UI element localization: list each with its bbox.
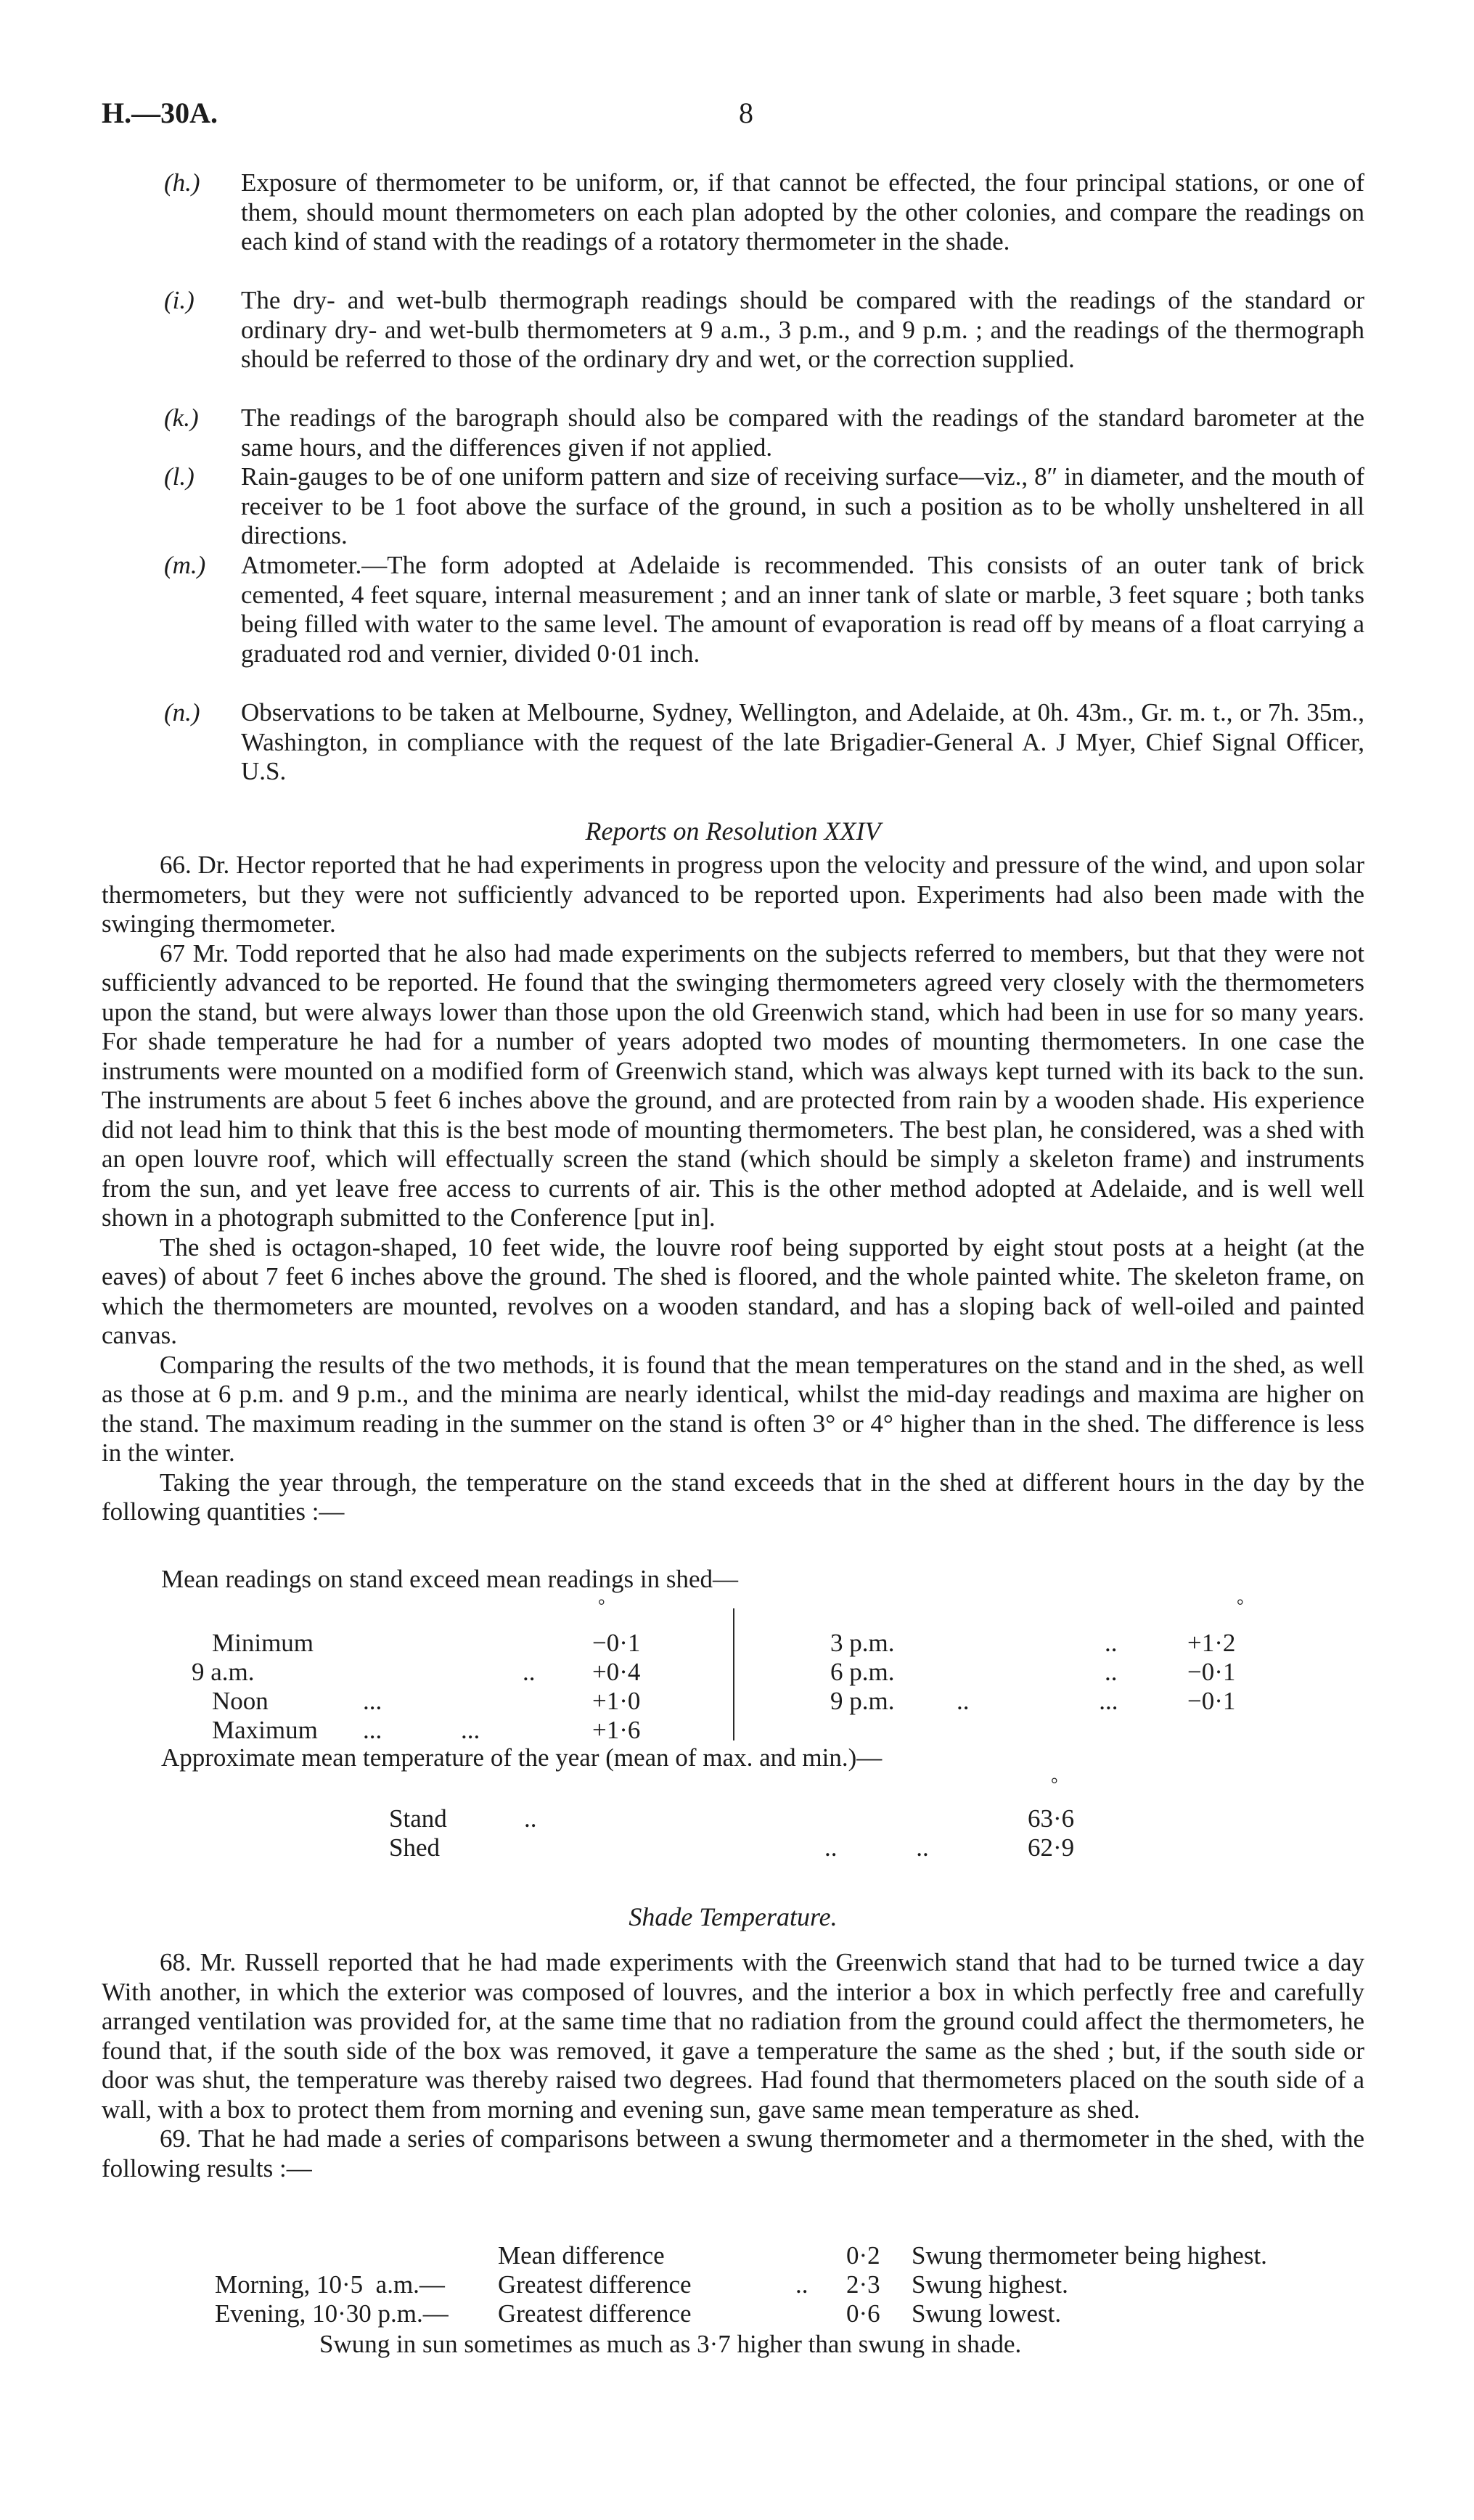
page-header [102, 96, 1364, 139]
row-label: Shed [389, 1833, 440, 1862]
section-body-resolution-xxiv [102, 851, 1364, 1527]
row-value: 62·9 [1028, 1833, 1075, 1862]
row-value: +1·0 [592, 1687, 641, 1715]
item-n [164, 698, 1364, 787]
row-value: 0·2 [846, 2241, 880, 2270]
row-dots: ... [363, 1687, 382, 1715]
row-dots: .. [523, 1658, 536, 1686]
table-divider [733, 1608, 734, 1740]
row-label: Minimum [212, 1629, 314, 1657]
degree-mark: ° [598, 1597, 605, 1616]
row-label: Greatest difference [498, 2299, 692, 2328]
item-label: (i.) [164, 286, 195, 314]
row-note: Swung highest. [912, 2270, 1068, 2299]
row-value: −0·1 [592, 1629, 641, 1657]
section-heading-shade-temperature: Shade Temperature. [629, 1902, 838, 1931]
item-text: Observations to be taken at Melbourne, Sydney, Wellington, and Adelaide, at 0h. 43m., Gr. m. t., or 7h. 35m., Washington, in compliance with the request of the late Brigadier-General A. J Myer, Chief Signal Officer, U.S. [241, 698, 1364, 785]
row-dots: .. [1105, 1658, 1118, 1686]
row-value: +1·2 [1187, 1629, 1236, 1657]
row-prefix: Evening, 10·30 p.m.— [215, 2299, 449, 2328]
paragraph-taking: Taking the year through, the temperature on the stand exceeds that in the shed at different hours in the day by the following quantities :— [102, 1468, 1364, 1526]
row-value: +1·6 [592, 1716, 641, 1744]
item-l [164, 462, 1364, 551]
item-text: Atmometer.—The form adopted at Adelaide is recommended. This consists of an outer tank of brick cemented, 4 feet square, internal measurement ; and an inner tank of slate or marble, 3 feet square ; both tanks being filled with water to the same level. The amount of evaporation is read off by means of a float carrying a graduated rod and vernier, divided 0·01 inch. [241, 551, 1364, 668]
row-prefix: Morning, 10·5 a.m.— [215, 2270, 445, 2299]
row-dots: .. ... [957, 1687, 1118, 1715]
row-label: 9 p.m. [830, 1687, 895, 1715]
row-label: Noon [212, 1687, 269, 1715]
row-value: 2·3 [846, 2270, 880, 2299]
row-label: 6 p.m. [830, 1658, 895, 1686]
resolution-items [164, 168, 1364, 787]
paragraph-67: 67 Mr. Todd reported that he also had made experiments on the subjects referred to members, but that they were not sufficiently advanced to be reported. He found that the swinging thermometers agreed very closely with the thermometers upon the stand, but were always lower than those upon the old Greenwich stand, which had been in use for so many years. For shade temperature he had for a number of years adopted two modes of mounting thermometers. In one case the instruments were mounted on a modified form of Greenwich stand, which was always kept turned with its back to the sun. The instruments are about 5 feet 6 inches above the ground, and are protected from rain by a wooden shade. His experience did not lead him to think that this is the best mode of mounting thermometers. The best plan, he considered, was a shed with an open louvre roof, which will effectually screen the stand (which should be simply a skeleton frame) and instruments from the sun, and yet leave free access to currents of air. This is the other method adopted at Adelaide, and is well well shown in a photograph submitted to the Conference [put in]. [102, 938, 1364, 1232]
item-text: Rain-gauges to be of one uniform pattern and size of receiving surface—viz., 8″ in diameter, and the mouth of receiver to be 1 foot above the surface of the ground, in such a position as to be wholly unsheltered in all directions. [241, 462, 1364, 549]
item-label: (h.) [164, 168, 200, 197]
paragraph-comparing: Comparing the results of the two methods, it is found that the mean temperatures on the stand and in the shed, as well as those at 6 p.m. and 9 p.m., and the minima are nearly identical, whilst the mid-day readings and maxima are higher on the stand. The maximum reading in the summer on the stand is often 3° or 4° higher than in the shed. The difference is less in the winter. [102, 1350, 1364, 1467]
row-value: −0·1 [1187, 1658, 1236, 1686]
row-dots: ... ... [363, 1716, 480, 1744]
row-dots: .. [524, 1804, 537, 1833]
row-dots: .. .. [824, 1833, 929, 1862]
document-reference: H.—30A. [102, 97, 218, 129]
paragraph-66: 66. Dr. Hector reported that he had experiments in progress upon the velocity and pressure of the wind, and upon solar thermometers, but they were not sufficiently advanced to be reported upon. Experiments had also been made with the swinging thermometer. [102, 851, 1364, 938]
row-label: Stand [389, 1804, 447, 1833]
item-label: (n.) [164, 698, 200, 727]
row-label: Maximum [212, 1716, 318, 1744]
row-dots: .. [795, 2270, 808, 2299]
row-label: Greatest difference [498, 2270, 692, 2299]
row-label: Mean difference [498, 2241, 665, 2270]
section-heading-resolution-xxiv: Reports on Resolution XXIV [585, 817, 881, 846]
item-m [164, 551, 1364, 698]
row-value: +0·4 [592, 1658, 641, 1686]
table-intro: Approximate mean temperature of the year (mean of max. and min.)— [161, 1743, 883, 1772]
page-number: 8 [739, 97, 753, 129]
item-h [164, 168, 1364, 286]
table-intro: Mean readings on stand exceed mean readings in shed— [161, 1565, 739, 1593]
item-k [164, 404, 1364, 462]
paragraph-69: 69. That he had made a series of comparisons between a swung thermometer and a thermometer in the shed, with the following results :— [102, 2124, 1364, 2182]
degree-mark: ° [1051, 1775, 1058, 1794]
degree-mark: ° [1237, 1597, 1244, 1616]
row-label: 9 a.m. [192, 1658, 255, 1686]
item-label: (m.) [164, 551, 206, 579]
item-label: (l.) [164, 462, 195, 491]
row-value: 0·6 [846, 2299, 880, 2328]
row-label: 3 p.m. [830, 1629, 895, 1657]
row-dots: .. [1105, 1629, 1118, 1657]
item-text: The dry- and wet-bulb thermograph readings should be compared with the readings of the standard or ordinary dry- and wet-bulb thermometers at 9 a.m., 3 p.m., and 9 p.m. ; and the readings of the thermograph should be referred to those of the ordinary dry and wet, or the correction supplied. [241, 286, 1364, 373]
paragraph-68: 68. Mr. Russell reported that he had made experiments with the Greenwich stand that had to be turned twice a day With another, in which the exterior was composed of louvres, and the interior a box in which perfectly free and carefully arranged ventilation was provided for, at the same time that no radiation from the ground could affect the thermometers, he found that, if the south side of the box was removed, it gave a temperature the same as the shed ; but, if the south side or door was shut, the temperature was thereby raised two degrees. Had found that thermometers placed on the south side of a wall, with a box to protect them from morning and evening sun, gave same mean temperature as shed. [102, 1948, 1364, 2124]
item-text: The readings of the barograph should also be compared with the readings of the standard barometer at the same hours, and the differences given if not applied. [241, 404, 1364, 462]
table-footer: Swung in sun sometimes as much as 3·7 higher than swung in shade. [319, 2330, 1022, 2358]
item-label: (k.) [164, 404, 199, 432]
section-body-shade-temperature [102, 1948, 1364, 2183]
row-note: Swung thermometer being highest. [912, 2241, 1267, 2270]
row-value: 63·6 [1028, 1804, 1075, 1833]
row-value: −0·1 [1187, 1687, 1236, 1715]
item-i [164, 286, 1364, 404]
row-note: Swung lowest. [912, 2299, 1062, 2328]
item-text: Exposure of thermometer to be uniform, or, if that cannot be effected, the four principal stations, or one of them, should mount thermometers on each plan adopted by the other colonies, and compare the readings on each kind of stand with the readings of a rotatory thermometer in the shade. [241, 168, 1364, 255]
paragraph-shed: The shed is octagon-shaped, 10 feet wide, the louvre roof being supported by eight stout posts at a height (at the eaves) of about 7 feet 6 inches above the ground. The shed is floored, and the whole painted white. The skeleton frame, on which the thermometers are mounted, revolves on a wooden standard, and has a sloping back of well-oiled and painted canvas. [102, 1232, 1364, 1349]
